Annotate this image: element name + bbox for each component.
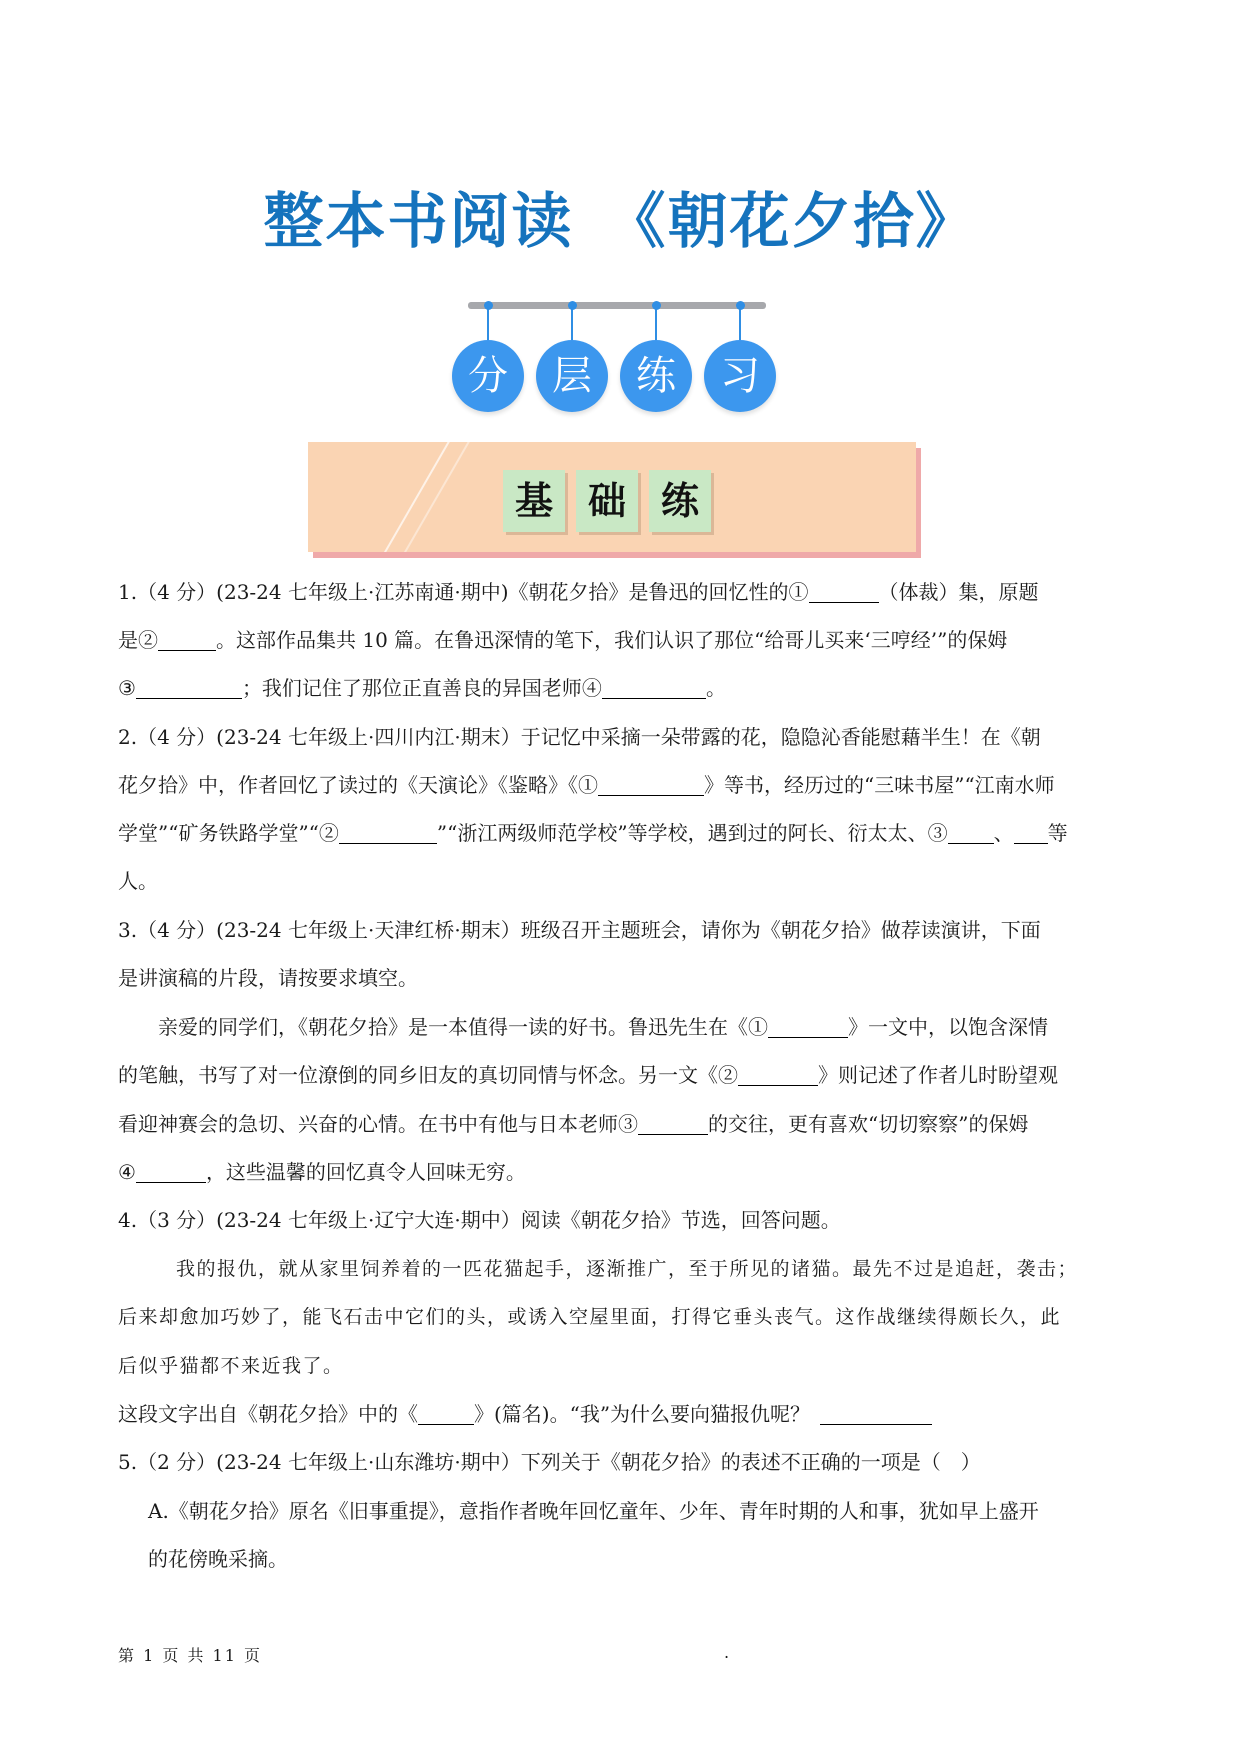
answer-blank[interactable] bbox=[948, 821, 994, 844]
hanger-string bbox=[739, 309, 741, 340]
hanger-string bbox=[571, 309, 573, 340]
hanger-bar bbox=[468, 302, 766, 309]
question-line: 1.（4 分）(23-24 七年级上·江苏南通·期中)《朝花夕拾》是鲁迅的回忆性的① （体裁）集，原题 bbox=[118, 580, 1039, 604]
question-line: 学堂”“矿务铁路学堂”“② ”“浙江两级师范学校”等学校，遇到过的阿长、衍太太、③ 、 等 bbox=[118, 821, 1068, 845]
answer-blank[interactable] bbox=[418, 1402, 474, 1425]
answer-blank[interactable] bbox=[820, 1402, 932, 1425]
tag-bubble: 分 bbox=[452, 340, 524, 412]
answer-blank[interactable] bbox=[158, 628, 216, 651]
answer-blank[interactable] bbox=[136, 1160, 206, 1183]
page-title: 整本书阅读 《朝花夕拾》 bbox=[263, 187, 978, 257]
answer-blank[interactable] bbox=[598, 773, 704, 796]
tag-bubble: 习 bbox=[704, 340, 776, 412]
banner-tile: 练 bbox=[649, 470, 711, 532]
tag-bubble: 层 bbox=[536, 340, 608, 412]
option-a-line[interactable]: A.《朝花夕拾》原名《旧事重提》，意指作者晚年回忆童年、少年、青年时期的人和事，犹如早上盛开 bbox=[148, 1499, 1039, 1523]
answer-blank[interactable] bbox=[809, 580, 879, 603]
answer-blank[interactable] bbox=[602, 676, 706, 699]
banner-tile: 础 bbox=[576, 470, 638, 532]
excerpt-line: 后似乎猫都不来近我了。 bbox=[118, 1355, 344, 1377]
question-line: ③ ；我们记住了那位正直善良的异国老师④ 。 bbox=[118, 676, 726, 700]
question-line: 亲爱的同学们，《朝花夕拾》是一本值得一读的好书。鲁迅先生在《① 》一文中，以饱含深情 bbox=[158, 1015, 1048, 1039]
page-number: 第 1 页 共 11 页 bbox=[118, 1646, 262, 1665]
answer-blank[interactable] bbox=[1014, 821, 1048, 844]
question-line: 是② 。这部作品集共 10 篇。在鲁迅深情的笔下，我们认识了那位“给哥儿买来‘三哼经’”的保姆 bbox=[118, 628, 1008, 652]
answer-blank[interactable] bbox=[136, 676, 242, 699]
hanger-string bbox=[655, 309, 657, 340]
question-line: 花夕拾》中，作者回忆了读过的《天演论》《鉴略》《① 》等书，经历过的“三味书屋”“江南水师 bbox=[118, 773, 1055, 797]
answer-blank[interactable] bbox=[768, 1015, 848, 1038]
question-line: 5.（2 分）(23-24 七年级上·山东潍坊·期中）下列关于《朝花夕拾》的表述不正确的一项是（ ） bbox=[118, 1450, 981, 1474]
question-line: 人。 bbox=[118, 869, 158, 893]
question-line: 3.（4 分）(23-24 七年级上·天津红桥·期末）班级召开主题班会，请你为《朝花夕拾》做荐读演讲，下面 bbox=[118, 918, 1041, 942]
question-line: 2.（4 分）(23-24 七年级上·四川内江·期末）于记忆中采摘一朵带露的花，隐隐沁香能慰藉半生！在《朝 bbox=[118, 725, 1041, 749]
excerpt-line: 我的报仇，就从家里饲养着的一匹花猫起手，逐渐推广，至于所见的诸猫。最先不过是追赶，袭击； bbox=[176, 1258, 1079, 1280]
footer-dot: . bbox=[724, 1643, 730, 1662]
tag-bubble: 练 bbox=[620, 340, 692, 412]
banner-gloss bbox=[388, 442, 480, 552]
answer-blank[interactable] bbox=[738, 1063, 818, 1086]
question-line: ④ ，这些温馨的回忆真令人回味无穷。 bbox=[118, 1160, 526, 1184]
answer-blank[interactable] bbox=[339, 821, 437, 844]
banner-tile: 基 bbox=[503, 470, 565, 532]
answer-blank[interactable] bbox=[638, 1112, 708, 1135]
hanger-string bbox=[487, 309, 489, 340]
question-line: 的笔触，书写了对一位潦倒的同乡旧友的真切同情与怀念。另一文《② 》则记述了作者儿时盼望观 bbox=[118, 1063, 1058, 1087]
question-line: 看迎神赛会的急切、兴奋的心情。在书中有他与日本老师③ 的交往，更有喜欢“切切察察”的保姆 bbox=[118, 1112, 1029, 1136]
question-line: 4.（3 分）(23-24 七年级上·辽宁大连·期中）阅读《朝花夕拾》节选，回答问题。 bbox=[118, 1208, 841, 1232]
excerpt-line: 后来却愈加巧妙了，能飞石击中它们的头，或诱入空屋里面，打得它垂头丧气。这作战继续得颇长久，此 bbox=[118, 1306, 1062, 1328]
option-a-line: 的花傍晚采摘。 bbox=[148, 1547, 288, 1571]
question-line: 是讲演稿的片段，请按要求填空。 bbox=[118, 966, 418, 990]
question-line: 这段文字出自《朝花夕拾》中的《 》(篇名)。“我”为什么要向猫报仇呢？ bbox=[118, 1400, 932, 1428]
